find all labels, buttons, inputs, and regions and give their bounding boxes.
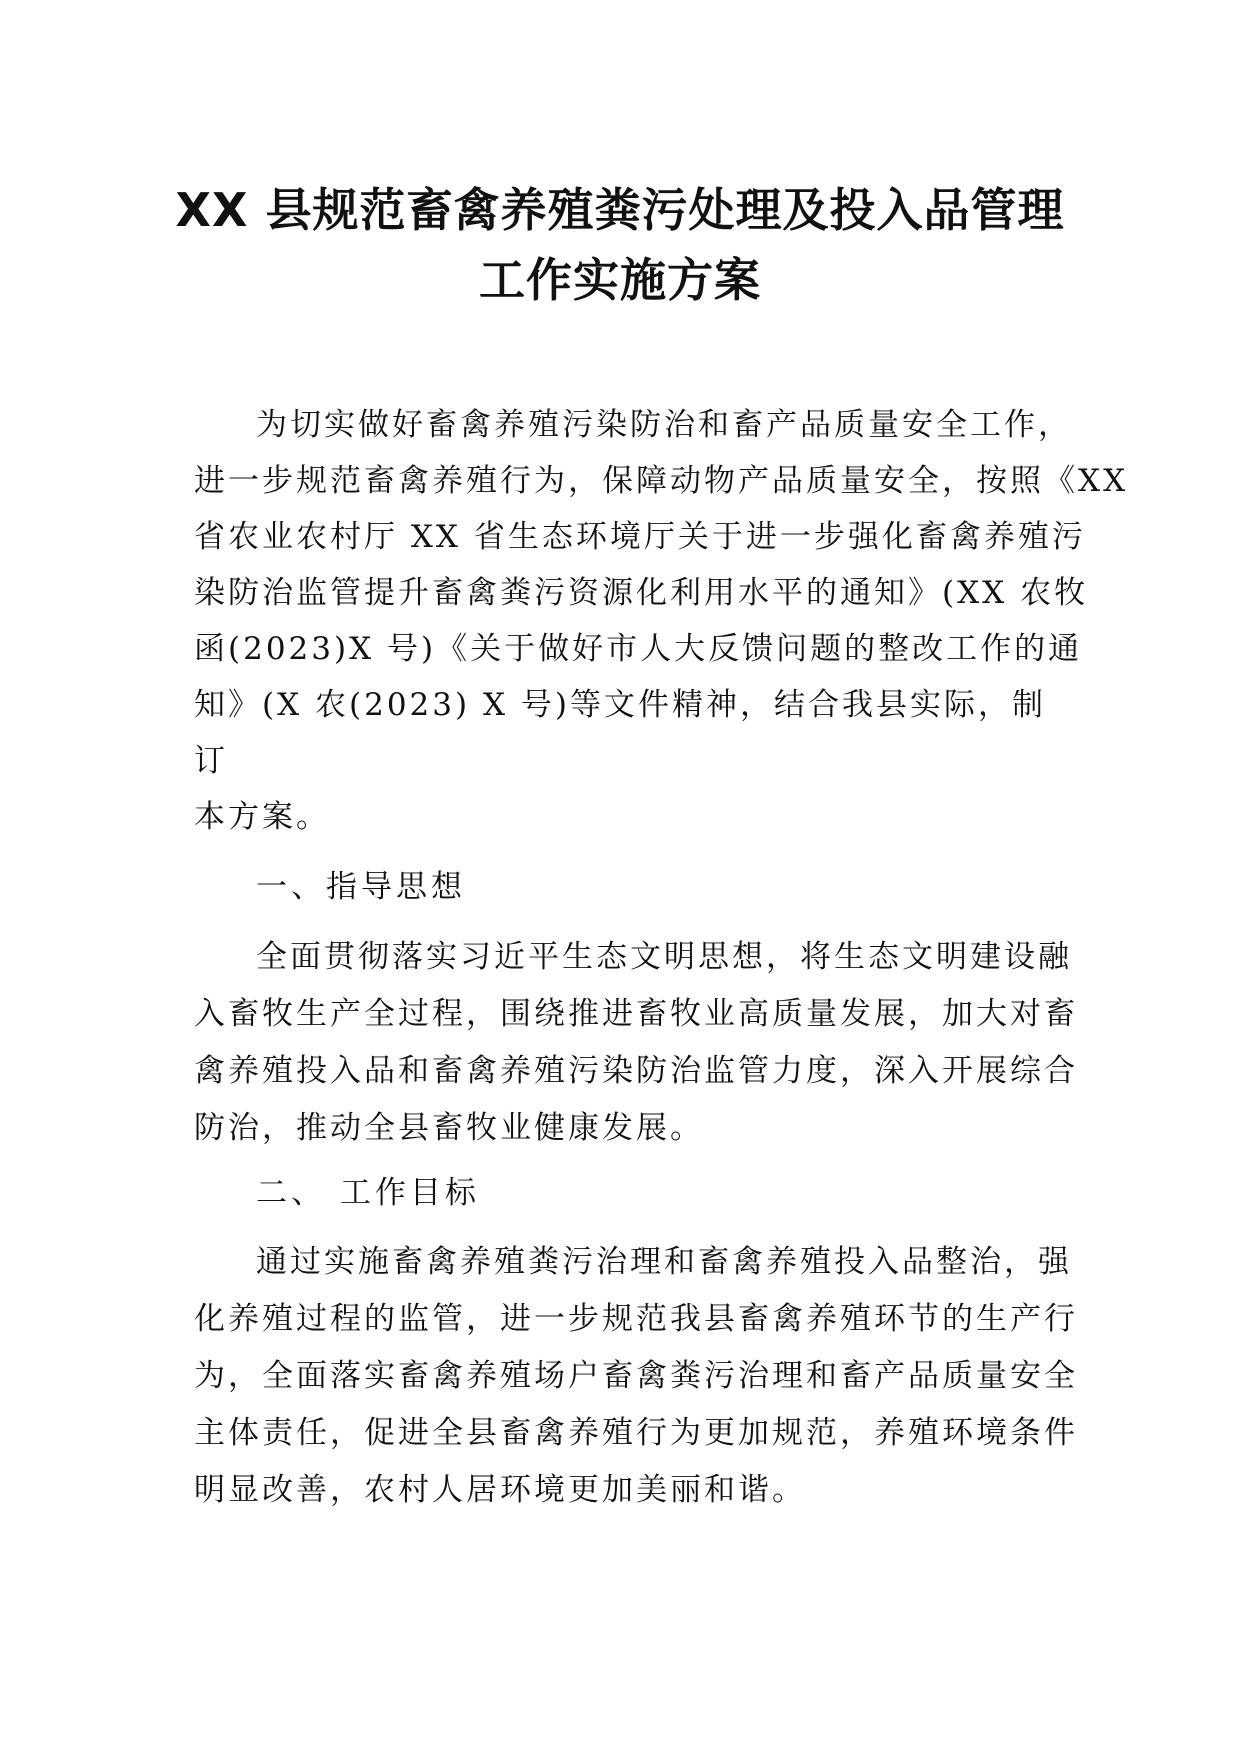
intro-line-2: 进一步规范畜禽养殖行为，保障动物产品质量安全，按照《XX: [194, 463, 1129, 499]
document-title-line-2: 工作实施方案: [479, 253, 761, 307]
section-2-line-2: 化养殖过程的监管，进一步规范我县畜禽养殖环节的生产行: [194, 1301, 1078, 1337]
section-1-line-3: 禽养殖投入品和畜禽养殖污染防治监管力度，深入开展综合: [194, 1053, 1078, 1089]
section-1-line-1: 全面贯彻落实习近平生态文明思想，将生态文明建设融: [256, 939, 1072, 975]
section-1-heading: 一、指导思想: [256, 869, 466, 905]
intro-line-6: 知》(X 农(2023) X 号)等文件精神，结合我县实际，制: [194, 687, 1046, 723]
section-2-line-3: 为，全面落实畜禽养殖场户畜禽粪污治理和畜产品质量安全: [194, 1358, 1078, 1394]
section-2-line-5: 明显改善，农村人居环境更加美丽和谐。: [194, 1472, 806, 1508]
intro-line-7: 订: [194, 743, 228, 779]
document-title-line-1: XX 县规范畜禽养殖粪污处理及投入品管理: [175, 183, 1065, 237]
intro-line-4: 染防治监管提升畜禽粪污资源化利用水平的通知》(XX 农牧: [194, 575, 1089, 611]
section-1-line-4: 防治，推动全县畜牧业健康发展。: [194, 1110, 704, 1146]
section-2-heading: 二、 工作目标: [256, 1175, 480, 1211]
section-2-line-1: 通过实施畜禽养殖粪污治理和畜禽养殖投入品整治，强: [256, 1244, 1072, 1280]
intro-line-8: 本方案。: [194, 799, 330, 835]
intro-line-3: 省农业农村厅 XX 省生态环境厅关于进一步强化畜禽养殖污: [194, 519, 1086, 555]
section-1-line-2: 入畜牧生产全过程，围绕推进畜牧业高质量发展，加大对畜: [194, 996, 1078, 1032]
intro-line-1: 为切实做好畜禽养殖污染防治和畜产品质量安全工作，: [256, 407, 1072, 443]
intro-line-5: 函(2023)X 号)《关于做好市人大反馈问题的整改工作的通: [194, 631, 1083, 667]
section-2-line-4: 主体责任，促进全县畜禽养殖行为更加规范，养殖环境条件: [194, 1415, 1078, 1451]
